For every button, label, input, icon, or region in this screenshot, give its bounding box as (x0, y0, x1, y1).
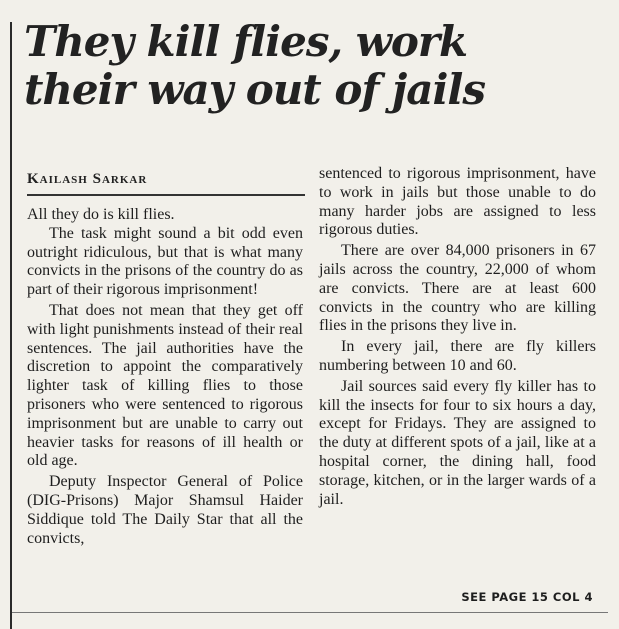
byline-rule (27, 194, 305, 196)
continued-jump-line: SEE PAGE 15 COL 4 (461, 590, 593, 604)
paragraph: In every jail, there are fly killers numbering between 10 and 60. (319, 338, 596, 374)
paragraph: The task might sound a bit odd even outright ridiculous, but that is what many convicts in the prisons of the country do as part of their rigorous imprisonment! (27, 224, 303, 299)
column-rule (10, 22, 12, 629)
paragraph: Deputy Inspector General of Police (DIG-Prisons) Major Shamsul Haider Siddique told The Daily Star that all the convicts, (27, 473, 303, 547)
headline (24, 18, 604, 114)
paragraph: All they do is kill flies. (27, 206, 175, 223)
byline: Kailash Sarkar (27, 171, 148, 187)
headline-line-1: They kill flies, work (24, 17, 468, 66)
paragraph: Jail sources said every fly killer has to kill the insects for four to six hours a day, except for Fridays. They are assigned to the duty at different spots of a jail, like at a hospital corner, the dining hall, food storage, kitchen, or in the larger wards of a jail. (319, 377, 596, 508)
paragraph: sentenced to rigorous imprisonment, have to work in jails but those unable to do many harder jobs are assigned to less rigorous duties. (319, 165, 596, 239)
paragraph: There are over 84,000 prisoners in 67 jails across the country, 22,000 of whom are convicts. There are at least 600 convicts in the country who are killing flies in the prisons they live in. (319, 242, 596, 335)
bottom-rule (12, 612, 608, 613)
article-column-right (319, 165, 596, 509)
article-column-left (27, 206, 303, 548)
paragraph: That does not mean that they get off with light punishments instead of their real sentences. The jail authorities have the discretion to appoint the comparatively lighter task of killing flies to those prisoners who were sentenced to rigorous imprisonment but are unable to carry out heavier tasks for reasons of ill health or old age. (27, 301, 303, 470)
headline-line-2: their way out of jails (24, 65, 485, 114)
